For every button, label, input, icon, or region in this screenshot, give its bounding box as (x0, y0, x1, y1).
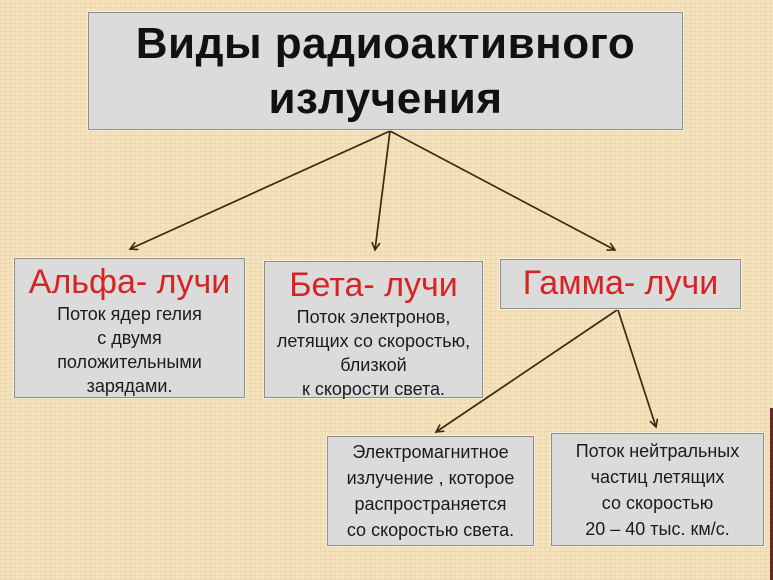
alpha-rays-box (14, 258, 245, 398)
arrow-title-to-beta (375, 131, 390, 250)
electromagnetic-radiation-box (327, 436, 534, 546)
title-line: излучения (268, 74, 503, 123)
beta-body-line: к скорости света. (301, 379, 446, 399)
electromagnetic-body-line: распространяется (354, 494, 507, 514)
title-line: Виды радиоактивного (135, 19, 636, 68)
neutral-body-line: со скоростью (601, 492, 714, 513)
neutral-body-line: 20 – 40 тыс. км/с. (585, 518, 730, 539)
alpha-body-line: Поток ядер гелия (57, 304, 202, 324)
title-box (88, 12, 683, 130)
beta-body-line: летящих со скоростью, (276, 331, 471, 351)
neutral-particles-box (551, 433, 764, 546)
alpha-rays-heading: Альфа- лучи (28, 263, 231, 301)
electromagnetic-body-line: излучение , которое (346, 468, 515, 488)
arrow-title-to-alpha (130, 131, 390, 249)
alpha-rays-description (15, 302, 244, 398)
alpha-body-line: зарядами. (86, 376, 173, 396)
beta-rays-box (264, 261, 483, 398)
arrow-title-to-gamma (390, 131, 615, 250)
neutral-body-line: частиц летящих (590, 466, 725, 487)
neutral-body-line: Поток нейтральных (575, 440, 740, 461)
beta-body-line: Поток электронов, (296, 307, 451, 327)
beta-rays-description (265, 305, 482, 401)
alpha-body-line: положительными (57, 352, 202, 372)
gamma-rays-box (500, 259, 741, 309)
alpha-body-line: с двумя (97, 328, 162, 348)
arrow-gamma-to-neutral (618, 310, 656, 427)
gamma-rays-heading: Гамма- лучи (522, 264, 719, 302)
beta-rays-heading: Бета- лучи (289, 266, 458, 304)
electromagnetic-body-line: Электромагнитное (352, 442, 509, 462)
beta-body-line: близкой (340, 355, 407, 375)
electromagnetic-body-line: со скоростью света. (346, 520, 515, 540)
